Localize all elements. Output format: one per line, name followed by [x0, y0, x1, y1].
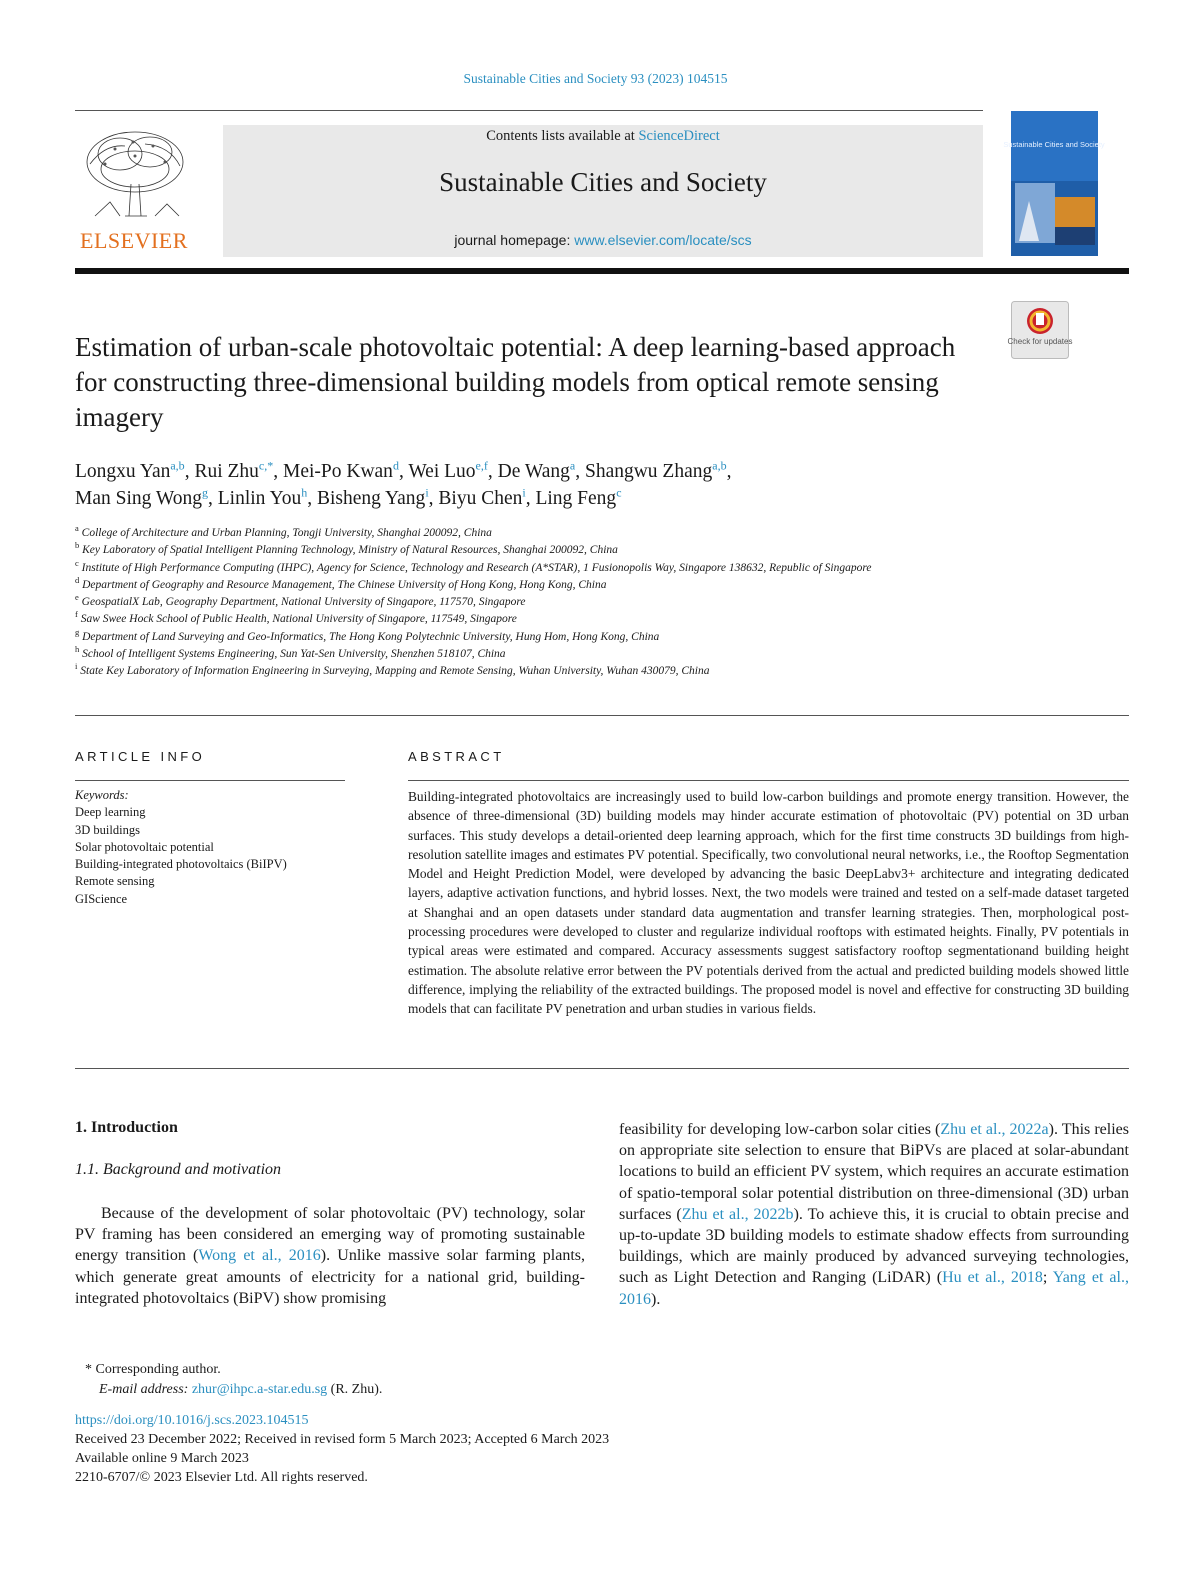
publication-info	[75, 1411, 609, 1487]
affiliation-item: $^i$ State Key Laboratory of Information Engineering in Surveying, Mapping and Remote Sensing, Wuhan University, Wuhan 430079, China	[75, 661, 710, 678]
abstract-body: Building-integrated photovoltaics are increasingly used to build low-carbon buildings and promote energy transition. However, the absence of three-dimensional (3D) building models may hinder accurate estimation of photovoltaic (PV) potential on 3D urban surfaces. This study develops a detail-oriented deep learning approach, which for the first time constructs 3D buildings from high-resolution satellite images and estimates PV potential. Specifically, two convolutional neural networks, i.e., the Rooftop Segmentation Model and Height Prediction Model, were developed by advancing the basic DeepLabv3+ architecture and integrating dedicated layers, adaptive activation functions, and hybrid losses. Next, the two models were trained and tested on a self-made dataset targeted at Shanghai and an open datasets under standard data augmentation and transfer learning strategies. Then, morphological post-processing procedures were developed to cluster and regularize individual rooftops with estimated heights. Finally, PV potentials in typical areas were estimated and compared. Accuracy assessments suggest satisfactory rooftop segmentationand building height estimation. The absolute relative error between the PV potentials derived from the actual and predicted building models showed little difference, implying the reliability of the extracted buildings. The proposed model is novel and effective for constructing 3D building models that can facilitate PV penetration and urban studies in various fields.	[408, 789, 1129, 1017]
citation-link[interactable]: Zhu et al., 2022b	[681, 1205, 794, 1223]
author-name: Wei Luo	[408, 461, 476, 482]
contents-line: Contents lists available at ScienceDirect	[486, 128, 720, 144]
homepage-line: journal homepage: www.elsevier.com/locate/scs	[454, 232, 752, 248]
received-dates: Received 23 December 2022; Received in revised form 5 March 2023; Accepted 6 March 2023	[75, 1432, 610, 1447]
citation-link[interactable]: Sustainable Cities and Society 93 (2023) 104515	[463, 71, 728, 86]
affiliation-item: $^c$ Institute of High Performance Computing (IHPC), Agency for Science, Technology and Research (A*STAR), 1 Fusionopolis Way, Singapore 138632, Republic of Singapore	[75, 557, 872, 574]
body-paragraph: Because of the development of solar photovoltaic (PV) technology, solar PV framing has been considered an emerging way of promoting sustainable energy transition (Wong et al., 2016). Unlike massive solar farming plants, which generate great amounts of electricity for a national grid, building-integrated photovoltaics (BiPV) show promising	[75, 1205, 585, 1307]
author-affiliation-marker[interactable]: i	[425, 485, 429, 500]
affiliations-divider	[75, 715, 1129, 716]
keyword-item: Solar photovoltaic potential	[75, 839, 214, 854]
elsevier-logo	[75, 124, 193, 254]
author-name: Linlin You	[217, 488, 302, 509]
affiliation-item: $^f$ Saw Swee Hock School of Public Health, National University of Singapore, 117549, Singapore	[75, 609, 517, 626]
author-name: Mei-Po Kwan	[282, 461, 393, 482]
keyword-item: GIScience	[75, 891, 128, 906]
citation-link[interactable]: Yang et al., 2016	[619, 1269, 1129, 1308]
author-affiliation-marker[interactable]: c,*	[258, 458, 274, 473]
body-paragraph: feasibility for developing low-carbon solar cities (Zhu et al., 2022a). This relies on appropriate site selection to ensure that BiPVs are placed at solar-abundant locations to build an efficient PV system, which requires an accurate estimation of spatio-temporal solar potential distribution on three-dimensional (3D) urban surfaces (Zhu et al., 2022b). To achieve this, it is crucial to obtain precise and up-to-update 3D building models to estimate shadow effects from surrounding buildings, which are mainly produced by advanced surveying technologies, such as Light Detection and Ranging (LiDAR) (Hu et al., 2018; Yang et al., 2016).	[619, 1121, 1130, 1308]
available-online: Available online 9 March 2023	[75, 1451, 249, 1466]
author-affiliation-marker[interactable]: e,f	[475, 458, 488, 473]
author-name: Biyu Chen	[438, 488, 523, 509]
author-name: Ling Feng	[535, 488, 617, 509]
author-affiliation-marker[interactable]: i	[522, 485, 526, 500]
affiliation-item: $^a$ College of Architecture and Urban Planning, Tongji University, Shanghai 200092, China	[75, 523, 492, 539]
sciencedirect-link[interactable]: ScienceDirect	[638, 128, 720, 144]
keyword-item: Deep learning	[75, 805, 146, 820]
author-name: Man Sing Wong	[75, 488, 202, 509]
check-for-updates-badge[interactable]	[1007, 301, 1073, 359]
affiliation-item: $^e$ GeospatialX Lab, Geography Department, National University of Singapore, 117570, Singapore	[75, 592, 526, 609]
journal-citation[interactable]	[0, 71, 1191, 87]
author-affiliation-marker[interactable]: h	[301, 485, 308, 500]
author-name: Longxu Yan	[75, 461, 171, 482]
doi-link[interactable]: https://doi.org/10.1016/j.scs.2023.104515	[75, 1413, 309, 1428]
author-name: De Wang	[497, 461, 570, 482]
author-name: Rui Zhu	[194, 461, 259, 482]
affiliation-list	[75, 525, 990, 681]
abstract-heading: ABSTRACT	[408, 749, 505, 764]
cover-title: Sustainable Cities and Society	[1003, 140, 1105, 149]
header-thick-rule	[75, 268, 1129, 274]
citation-link[interactable]: Wong et al., 2016	[198, 1247, 321, 1265]
email-link[interactable]: zhur@ihpc.a-star.edu.sg	[191, 1382, 328, 1397]
affiliation-item: $^b$ Key Laboratory of Spatial Intelligent Planning Technology, Ministry of Natural Resources, Shanghai 200092, China	[75, 540, 618, 557]
corresponding-author-footnote: * Corresponding author. E-mail address: zhur@ihpc.a-star.edu.sg (R. Zhu).	[85, 1362, 383, 1397]
citation-link[interactable]: Hu et al., 2018	[942, 1269, 1043, 1287]
section-heading-introduction: 1. Introduction	[75, 1119, 178, 1136]
keywords-label: Keywords:	[75, 788, 129, 802]
author-affiliation-marker[interactable]: c	[616, 485, 622, 500]
author-affiliation-marker[interactable]: a,b	[170, 458, 185, 473]
keyword-item: 3D buildings	[75, 822, 140, 837]
author-affiliation-marker[interactable]: g	[202, 485, 208, 500]
journal-banner	[223, 125, 983, 257]
affiliation-item: $^d$ Department of Geography and Resource Management, The Chinese University of Hong Kong, Hong Kong, China	[75, 575, 607, 591]
abstract-divider	[408, 780, 1129, 781]
author-name: Bisheng Yang	[316, 488, 426, 509]
author-list: Longxu Yan$^{a,b}$, Rui Zhu$^{c,*}$, Mei-Po Kwan$^d$, Wei Luo$^{e,f}$, De Wang$^a$, Shangwu Zhang$^{a,b}$, Man Sing Wong$^g$, Linlin You$^h$, Bisheng Yang$^i$, Biyu Chen$^i$, Ling Feng$^c$	[75, 458, 732, 509]
author-name: Shangwu Zhang	[584, 461, 713, 482]
journal-title: Sustainable Cities and Society	[439, 167, 767, 197]
author-affiliation-marker[interactable]: d	[392, 458, 399, 473]
header-divider	[75, 110, 983, 111]
journal-cover-image[interactable]	[1003, 111, 1105, 256]
article-title: Estimation of urban-scale photovoltaic potential: A deep learning-based approach for constructing three-dimensional building models from optical remote sensing imagery	[75, 332, 956, 432]
keywords-list	[75, 787, 355, 908]
abstract-bottom-divider	[75, 1068, 1129, 1069]
body-column-right	[619, 1119, 1129, 1310]
affiliation-item: $^h$ School of Intelligent Systems Engineering, Sun Yat-Sen University, Shenzhen 518107, China	[75, 644, 506, 661]
subsection-heading-background: 1.1. Background and motivation	[75, 1161, 282, 1178]
check-updates-label: Check for updates	[1007, 337, 1073, 346]
copyright-line: 2210-6707/© 2023 Elsevier Ltd. All rights reserved.	[75, 1470, 368, 1485]
affiliation-item: $^g$ Department of Land Surveying and Geo-Informatics, The Hong Kong Polytechnic University, Hung Hom, Hong Kong, China	[75, 626, 660, 643]
article-info-heading: ARTICLE INFO	[75, 749, 206, 764]
elsevier-tree-icon	[75, 124, 193, 224]
homepage-link[interactable]: www.elsevier.com/locate/scs	[574, 232, 752, 248]
publisher-name: ELSEVIER	[80, 228, 188, 253]
author-affiliation-marker[interactable]: a	[569, 458, 576, 473]
citation-link[interactable]: Zhu et al., 2022a	[940, 1121, 1049, 1138]
author-affiliation-marker[interactable]: a,b	[712, 458, 727, 473]
keyword-item: Remote sensing	[75, 874, 155, 889]
keyword-item: Building-integrated photovoltaics (BiIPV)	[75, 857, 287, 872]
body-column-left	[75, 1203, 585, 1309]
article-info-divider	[75, 780, 345, 781]
